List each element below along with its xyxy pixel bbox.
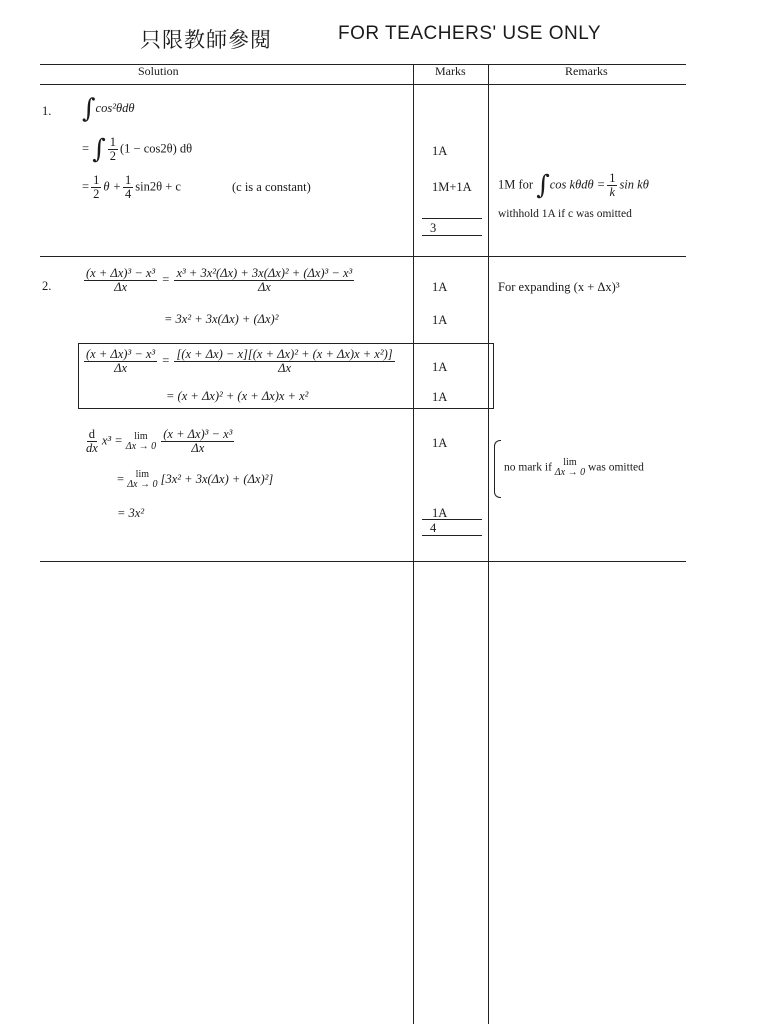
title-chinese: 只限教師參閱 xyxy=(140,28,272,52)
q1-bottom-rule xyxy=(40,256,686,257)
marks-left-rule xyxy=(413,64,414,1024)
q1-remark-1: 1M for ∫cos kθdθ = $\frac{1}{k}$ sin kθ xyxy=(498,170,649,201)
q2-remark-2: no mark if lim Δx → 0 was omitted xyxy=(504,457,644,478)
marks-header: Marks xyxy=(435,64,466,78)
q2-remark-1: For expanding (x + Δx)³ xyxy=(498,280,620,294)
remark-brace xyxy=(494,440,501,498)
integral-symbol: ∫ xyxy=(92,134,106,165)
q1-constant-note: (c is a constant) xyxy=(232,180,311,194)
q2-alt-line1: $\frac{\text{(x + Δx)³ − x³}}{\Delta x}$ = $\frac{\text{[(x + Δx) − x][(x + Δx)² + (x + Δx)x + x²)]}}{\Delta x}$ xyxy=(86,347,393,375)
q2-mark-5: 1A xyxy=(432,436,448,450)
limit-operator: lim Δx → 0 xyxy=(554,457,586,478)
q2-line4: = lim Δx → 0 [3x² + 3x(Δx) + (Δx)²] xyxy=(117,469,274,490)
title-english: FOR TEACHERS' USE ONLY xyxy=(338,23,602,44)
q2-mark-4: 1A xyxy=(432,390,448,404)
q1-total: 3 xyxy=(430,221,437,235)
q1-number: 1. xyxy=(42,104,52,118)
q2-alt-line2: = (x + Δx)² + (x + Δx)x + x² xyxy=(166,389,309,403)
q2-mark-1: 1A xyxy=(432,280,448,294)
q2-line5: = 3x² xyxy=(117,506,145,520)
solution-header: Solution xyxy=(138,64,179,78)
q2-mark-3: 1A xyxy=(432,360,448,374)
q1-mark-2: 1M+1A xyxy=(432,180,472,194)
q2-line2: = 3x² + 3x(Δx) + (Δx)² xyxy=(164,312,279,326)
q2-number: 2. xyxy=(42,279,52,293)
q2-total: 4 xyxy=(430,521,437,535)
q1-line3: = $\frac{1}{2}$ θ + $\frac{1}{4}$ sin2θ + c xyxy=(82,173,181,201)
limit-operator: lim Δx → 0 xyxy=(127,469,158,490)
q1-total-rule xyxy=(422,218,482,219)
integral-symbol: ∫ xyxy=(82,94,96,124)
q1-mark-1: 1A xyxy=(432,144,448,158)
q1-remark-2: withhold 1A if c was omitted xyxy=(498,208,632,220)
q1-total-underline xyxy=(422,235,482,236)
marks-right-rule xyxy=(488,64,489,1024)
remarks-header: Remarks xyxy=(565,64,608,78)
header-bottom-rule xyxy=(40,84,686,85)
q1-line2: = ∫ $\frac{1}{2}$ (1 − cos2θ) dθ xyxy=(82,134,193,165)
q1-line1: ∫cos²θdθ xyxy=(82,94,135,124)
q2-line1: $\frac{\text{(x + Δx)³ − x³}}{\Delta x}$ = $\frac{\text{x³ + 3x²(Δx) + 3x(Δx)² + (Δx)³ − x³}}{\Delta x}$ xyxy=(86,266,353,294)
limit-operator: lim Δx → 0 xyxy=(125,430,157,452)
q2-total-rule xyxy=(422,519,482,520)
q2-mark-2: 1A xyxy=(432,313,448,327)
q2-mark-6: 1A xyxy=(432,506,448,520)
q2-total-underline xyxy=(422,535,482,536)
q2-bottom-rule xyxy=(40,561,686,562)
integral-symbol: ∫ xyxy=(536,170,550,201)
q2-line3: $\frac{d}{dx}$ x³ = lim Δx → 0 $\frac{\text{(x + Δx)³ − x³}}{\Delta x}$ xyxy=(86,427,233,455)
